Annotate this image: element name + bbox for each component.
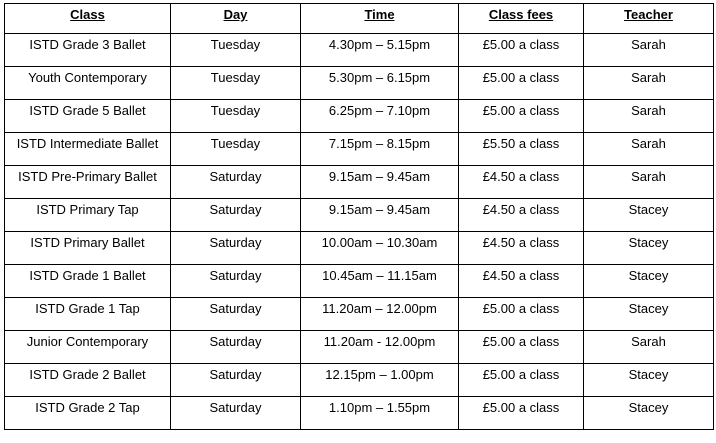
cell-teacher: Sarah	[584, 34, 714, 67]
cell-fee: £4.50 a class	[459, 232, 584, 265]
cell-fee: £5.00 a class	[459, 34, 584, 67]
cell-teacher: Stacey	[584, 397, 714, 430]
class-schedule-table	[4, 3, 714, 430]
cell-teacher: Stacey	[584, 364, 714, 397]
cell-day: Saturday	[171, 364, 301, 397]
table-row	[5, 100, 714, 133]
cell-time: 5.30pm – 6.15pm	[301, 67, 459, 100]
cell-teacher: Sarah	[584, 67, 714, 100]
table-header-row	[5, 4, 714, 34]
cell-time: 6.25pm – 7.10pm	[301, 100, 459, 133]
cell-class: ISTD Grade 1 Ballet	[5, 265, 171, 298]
cell-class: ISTD Grade 3 Ballet	[5, 34, 171, 67]
cell-time: 1.10pm – 1.55pm	[301, 397, 459, 430]
header-time: Time	[301, 4, 459, 34]
cell-time: 11.20am - 12.00pm	[301, 331, 459, 364]
cell-day: Saturday	[171, 232, 301, 265]
cell-time: 12.15pm – 1.00pm	[301, 364, 459, 397]
table-row	[5, 232, 714, 265]
cell-class: ISTD Grade 1 Tap	[5, 298, 171, 331]
cell-fee: £5.00 a class	[459, 298, 584, 331]
header-teacher: Teacher	[584, 4, 714, 34]
table-row	[5, 331, 714, 364]
cell-day: Saturday	[171, 265, 301, 298]
cell-day: Saturday	[171, 298, 301, 331]
cell-class: ISTD Grade 2 Tap	[5, 397, 171, 430]
cell-teacher: Stacey	[584, 265, 714, 298]
cell-class: ISTD Primary Ballet	[5, 232, 171, 265]
cell-fee: £5.00 a class	[459, 364, 584, 397]
cell-fee: £5.00 a class	[459, 397, 584, 430]
cell-day: Saturday	[171, 166, 301, 199]
cell-fee: £4.50 a class	[459, 265, 584, 298]
table-row	[5, 364, 714, 397]
cell-teacher: Sarah	[584, 331, 714, 364]
cell-fee: £5.50 a class	[459, 133, 584, 166]
cell-time: 9.15am – 9.45am	[301, 199, 459, 232]
cell-time: 11.20am – 12.00pm	[301, 298, 459, 331]
header-day: Day	[171, 4, 301, 34]
cell-class: Youth Contemporary	[5, 67, 171, 100]
cell-time: 10.45am – 11.15am	[301, 265, 459, 298]
cell-teacher: Stacey	[584, 232, 714, 265]
cell-time: 9.15am – 9.45am	[301, 166, 459, 199]
table-row	[5, 397, 714, 430]
cell-teacher: Sarah	[584, 166, 714, 199]
table-row	[5, 166, 714, 199]
cell-day: Tuesday	[171, 100, 301, 133]
header-class-fees: Class fees	[459, 4, 584, 34]
table-row	[5, 34, 714, 67]
cell-day: Tuesday	[171, 133, 301, 166]
cell-day: Tuesday	[171, 34, 301, 67]
header-class: Class	[5, 4, 171, 34]
cell-day: Tuesday	[171, 67, 301, 100]
cell-teacher: Stacey	[584, 298, 714, 331]
cell-day: Saturday	[171, 199, 301, 232]
table-row	[5, 298, 714, 331]
cell-time: 7.15pm – 8.15pm	[301, 133, 459, 166]
cell-fee: £4.50 a class	[459, 166, 584, 199]
cell-fee: £5.00 a class	[459, 67, 584, 100]
table-row	[5, 199, 714, 232]
cell-fee: £4.50 a class	[459, 199, 584, 232]
cell-class: Junior Contemporary	[5, 331, 171, 364]
cell-class: ISTD Primary Tap	[5, 199, 171, 232]
table-body	[5, 34, 714, 430]
cell-fee: £5.00 a class	[459, 100, 584, 133]
cell-class: ISTD Grade 2 Ballet	[5, 364, 171, 397]
cell-teacher: Sarah	[584, 100, 714, 133]
cell-teacher: Stacey	[584, 199, 714, 232]
cell-day: Saturday	[171, 397, 301, 430]
cell-class: ISTD Intermediate Ballet	[5, 133, 171, 166]
table-row	[5, 265, 714, 298]
cell-time: 10.00am – 10.30am	[301, 232, 459, 265]
cell-class: ISTD Pre-Primary Ballet	[5, 166, 171, 199]
cell-class: ISTD Grade 5 Ballet	[5, 100, 171, 133]
table-row	[5, 133, 714, 166]
table-row	[5, 67, 714, 100]
cell-day: Saturday	[171, 331, 301, 364]
cell-time: 4.30pm – 5.15pm	[301, 34, 459, 67]
cell-teacher: Sarah	[584, 133, 714, 166]
cell-fee: £5.00 a class	[459, 331, 584, 364]
